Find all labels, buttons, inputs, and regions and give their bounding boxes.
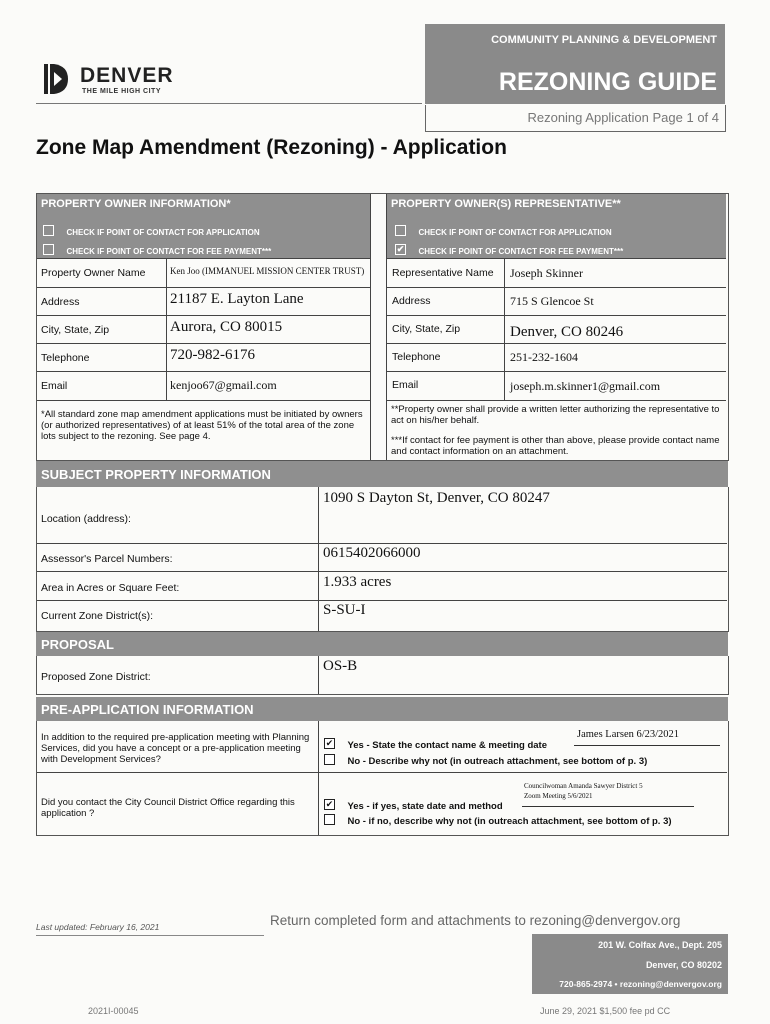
guide-title: REZONING GUIDE — [498, 68, 717, 96]
q2-yes-checkbox[interactable]: ✔ — [325, 799, 334, 810]
preapp-header — [36, 697, 728, 721]
owner-check-fee[interactable] — [43, 241, 271, 259]
preapp-question-1: In addition to the required pre-application meeting with Planning Services, did you have a concept or a pre-application meeting with Development Services? — [41, 732, 310, 765]
row-line — [387, 315, 726, 316]
row-line — [37, 315, 370, 316]
footer-contact: 720-865-2974 • rezoning@denvergov.org — [559, 979, 722, 989]
area-label: Area in Acres or Square Feet: — [41, 582, 180, 594]
row-line — [387, 371, 726, 372]
q2-no-option[interactable] — [324, 811, 672, 829]
logo-name: DENVER — [80, 64, 174, 87]
subject-heading: SUBJECT PROPERTY INFORMATION — [41, 467, 271, 482]
owner-name-field[interactable]: Ken Joo (IMMANUEL MISSION CENTER TRUST) — [170, 266, 365, 276]
footer-address-1: 201 W. Colfax Ave., Dept. 205 — [598, 940, 722, 950]
proposed-zone-field[interactable]: OS-B — [323, 658, 358, 674]
return-instructions: Return completed form and attachments to rezoning@denvergov.org — [270, 913, 681, 928]
owner-heading: PROPERTY OWNER INFORMATION* — [41, 198, 231, 210]
rep-address-field[interactable]: 715 S Glencoe St — [510, 294, 594, 308]
rep-name-field[interactable]: Joseph Skinner — [510, 266, 583, 280]
row-line — [387, 400, 726, 401]
page-label: Rezoning Application Page 1 of 4 — [527, 110, 719, 125]
owner-note: *All standard zone map amendment applications must be initiated by owners (or authorized representatives) of at least 51% of the total area of the zone lots subject to the rezoning. See page 4. — [41, 409, 363, 442]
dept-band — [425, 24, 725, 104]
row-line — [37, 571, 727, 572]
page-title: Zone Map Amendment (Rezoning) - Application — [36, 136, 507, 159]
stamp-right: June 29, 2021 $1,500 fee pd CC — [540, 1006, 671, 1016]
row-line — [37, 258, 370, 259]
row-line — [387, 258, 726, 259]
preapp-question-2: Did you contact the City Council District Office regarding this application ? — [41, 797, 295, 819]
q1-no-option[interactable] — [324, 751, 647, 769]
row-line — [37, 371, 370, 372]
owner-address-label: Address — [41, 296, 80, 308]
row-line — [37, 287, 370, 288]
owner-city-label: City, State, Zip — [41, 324, 110, 336]
stamp-left: 2021I-00045 — [88, 1006, 139, 1016]
owner-value-divider — [166, 258, 167, 400]
preapp-divider — [318, 721, 319, 835]
rep-note-1: **Property owner shall provide a written letter authorizing the representative to act on his/her behalf. — [391, 404, 720, 426]
rep-heading: PROPERTY OWNER(S) REPRESENTATIVE** — [391, 198, 621, 210]
owner-check-application[interactable] — [43, 222, 260, 240]
last-updated: Last updated: February 16, 2021 — [36, 922, 160, 932]
owner-check2-label: CHECK IF POINT OF CONTACT FOR FEE PAYMENT*** — [66, 247, 272, 256]
rep-city-label: City, State, Zip — [392, 323, 461, 335]
parcel-label: Assessor's Parcel Numbers: — [41, 553, 173, 565]
row-line — [37, 343, 370, 344]
footer-address-2: Denver, CO 80202 — [645, 960, 722, 970]
proposal-divider — [318, 656, 319, 694]
row-line — [37, 772, 727, 773]
location-field[interactable]: 1090 S Dayton St, Denver, CO 80247 — [323, 490, 550, 506]
proposed-zone-label: Proposed Zone District: — [41, 671, 151, 683]
owner-city-field[interactable]: Aurora, CO 80015 — [170, 319, 283, 335]
q2-no-checkbox[interactable] — [324, 814, 335, 825]
dept-label: COMMUNITY PLANNING & DEVELOPMENT — [491, 34, 717, 46]
owner-header — [37, 194, 370, 258]
rep-value-divider — [504, 258, 505, 400]
q2-no-label: No - if no, describe why not (in outreach attachment, see bottom of p. 3) — [347, 816, 672, 827]
proposal-header — [36, 632, 728, 656]
q1-yes-value[interactable]: James Larsen 6/23/2021 — [577, 729, 680, 740]
row-line — [37, 600, 727, 601]
owner-checkbox-application[interactable] — [43, 225, 54, 236]
owner-address-field[interactable]: 21187 E. Layton Lane — [170, 291, 304, 307]
q2-yes-value-2[interactable]: Zoom Meeting 5/6/2021 — [524, 792, 593, 800]
rep-city-field[interactable]: Denver, CO 80246 — [510, 324, 624, 340]
column-divider — [370, 194, 371, 460]
rep-name-label: Representative Name — [392, 267, 494, 279]
q2-yes-line — [522, 806, 694, 807]
row-line — [37, 400, 370, 401]
address-band — [532, 934, 728, 994]
rep-check-fee[interactable] — [395, 241, 623, 259]
rep-checkbox-application[interactable] — [395, 225, 406, 236]
rep-telephone-field[interactable]: 251-232-1604 — [510, 350, 578, 364]
preapp-heading: PRE-APPLICATION INFORMATION — [41, 702, 254, 717]
rep-email-label: Email — [392, 379, 419, 391]
rep-email-field[interactable]: joseph.m.skinner1@gmail.com — [510, 379, 661, 393]
owner-checkbox-fee[interactable] — [43, 244, 54, 255]
area-field[interactable]: 1.933 acres — [323, 574, 392, 590]
rep-check1-label: CHECK IF POINT OF CONTACT FOR APPLICATION — [418, 228, 612, 237]
q2-yes-value-1[interactable]: Councilwoman Amanda Sawyer District 5 — [524, 782, 643, 790]
rep-telephone-label: Telephone — [392, 351, 441, 363]
rep-address-label: Address — [392, 295, 431, 307]
row-line — [37, 543, 727, 544]
rep-note-2: ***If contact for fee payment is other than above, please provide contact name and contact information on an attachment. — [391, 435, 720, 457]
current-zone-field[interactable]: S-SU-I — [323, 602, 366, 618]
q2-yes-label: Yes - if yes, state date and method — [347, 801, 503, 812]
rep-header — [387, 194, 726, 258]
denver-logo-icon — [44, 62, 70, 96]
subject-header — [36, 461, 728, 487]
owner-email-field[interactable]: kenjoo67@gmail.com — [170, 378, 277, 392]
denver-logo — [44, 62, 70, 96]
q1-no-checkbox[interactable] — [324, 754, 335, 765]
column-divider — [386, 194, 387, 460]
row-line — [387, 287, 726, 288]
page-label-box — [425, 105, 726, 132]
logo-tagline: THE MILE HIGH CITY — [82, 88, 161, 95]
row-line — [387, 343, 726, 344]
rep-check-application[interactable] — [395, 222, 612, 240]
owner-telephone-field[interactable]: 720-982-6176 — [170, 347, 255, 363]
current-zone-label: Current Zone District(s): — [41, 610, 154, 622]
header-rule — [36, 103, 422, 104]
q1-yes-line — [574, 745, 720, 746]
footer-rule — [36, 935, 264, 936]
proposal-heading: PROPOSAL — [41, 637, 114, 652]
owner-telephone-label: Telephone — [41, 352, 90, 364]
q1-yes-checkbox[interactable]: ✔ — [325, 738, 334, 749]
owner-email-label: Email — [41, 380, 68, 392]
owner-check1-label: CHECK IF POINT OF CONTACT FOR APPLICATION — [66, 228, 260, 237]
location-label: Location (address): — [41, 513, 131, 525]
q1-no-label: No - Describe why not (in outreach attachment, see bottom of p. 3) — [347, 756, 648, 767]
owner-name-label: Property Owner Name — [41, 267, 146, 279]
parcel-field[interactable]: 0615402066000 — [323, 545, 421, 561]
q1-yes-label: Yes - State the contact name & meeting date — [347, 740, 548, 751]
subject-divider — [318, 487, 319, 631]
rep-check2-label: CHECK IF POINT OF CONTACT FOR FEE PAYMENT*** — [418, 247, 624, 256]
rep-checkbox-fee[interactable]: ✔ — [396, 244, 405, 255]
